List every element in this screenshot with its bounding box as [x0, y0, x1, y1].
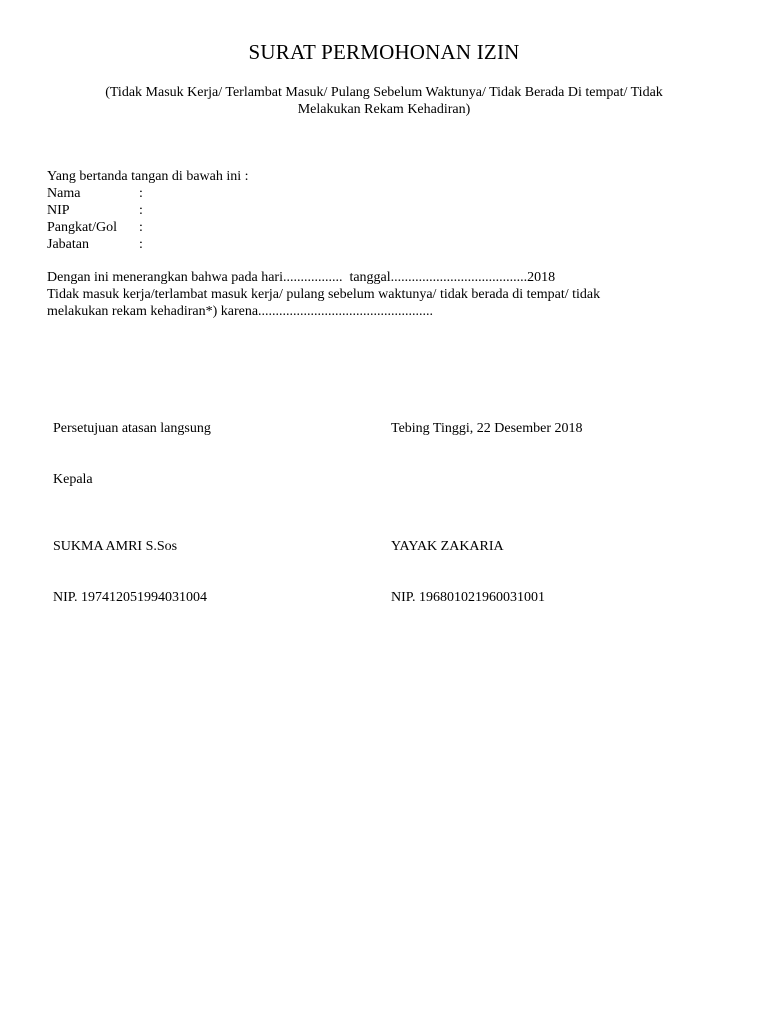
right-signature-heading [391, 386, 583, 471]
document-title: SURAT PERMOHONAN IZIN [248, 40, 520, 64]
approval-label: Persetujuan atasan langsung [53, 421, 211, 436]
field-label-pangkat-gol: Pangkat/Gol [47, 220, 117, 235]
intro-text: Yang bertanda tangan di bawah ini : [47, 169, 249, 184]
field-label-nip: NIP [47, 203, 70, 218]
subtitle-line-1: (Tidak Masuk Kerja/ Terlambat Masuk/ Pulang Sebelum Waktunya/ Tidak Berada Di tempat/ Tidak [105, 85, 663, 100]
field-colon: : [139, 203, 143, 218]
left-signatory [53, 504, 207, 640]
field-colon: : [139, 220, 143, 235]
right-signatory [391, 504, 545, 640]
place-date: Tebing Tinggi, 22 Desember 2018 [391, 421, 583, 436]
statement-line-3: melakukan rekam kehadiran*) karena.................................................. [47, 304, 434, 319]
position-label: Kepala [53, 472, 93, 487]
right-signatory-name: YAYAK ZAKARIA [391, 539, 504, 554]
field-label-jabatan: Jabatan [47, 237, 89, 252]
field-colon: : [139, 186, 143, 201]
field-label-nama: Nama [47, 186, 81, 201]
statement-line-2: Tidak masuk kerja/terlambat masuk kerja/ pulang sebelum waktunya/ tidak berada di tempat/ tidak [47, 287, 601, 302]
left-signature-heading [53, 386, 211, 522]
document-subtitle [60, 84, 708, 118]
field-colon: : [139, 237, 143, 252]
left-signatory-name: SUKMA AMRI S.Sos [53, 539, 178, 554]
right-signatory-nip: NIP. 196801021960031001 [391, 590, 546, 605]
statement-line-1: Dengan ini menerangkan bahwa pada hari................. tanggal.......................................2018 [47, 270, 556, 285]
subtitle-line-2: Melakukan Rekam Kehadiran) [297, 102, 471, 117]
left-signatory-nip: NIP. 197412051994031004 [53, 590, 208, 605]
